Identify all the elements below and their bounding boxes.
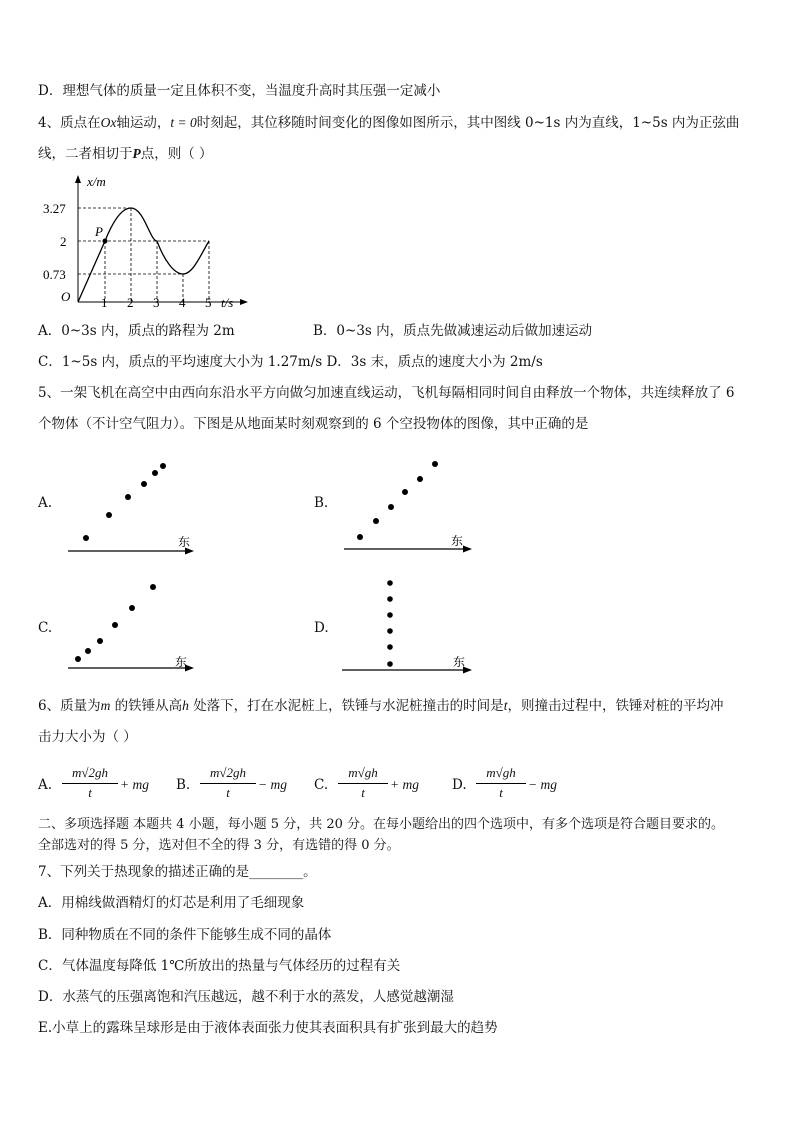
q5-option-c-label: C. (38, 620, 53, 636)
point-p-marker (103, 239, 108, 244)
numerator: m√gh (476, 763, 526, 784)
object-1 (75, 656, 81, 662)
object-6 (160, 463, 166, 469)
object-3 (387, 612, 393, 618)
graph-ylabel: x/m (87, 174, 106, 189)
east-label: 东 (451, 534, 464, 548)
q5-option-c-figure (60, 575, 200, 675)
q6-option-c-label: C. (314, 777, 329, 793)
q5-option-a-figure (60, 455, 200, 555)
graph-point-p: P (95, 224, 103, 239)
q6-option-a-fraction (62, 763, 118, 802)
q5-option-b-figure (338, 455, 478, 555)
q7-option-c: C．气体温度每降低 1℃所放出的热量与气体经历的过程有关 (38, 958, 401, 974)
q4-option-cd: C．1~5s 内，质点的平均速度大小为 1.27m/s D．3s 末，质点的速度大小为 2m/s (38, 354, 543, 370)
q6-option-c-fraction (338, 763, 388, 802)
q6-option-b-label: B. (176, 777, 191, 793)
section2-heading-line2: 全部选对的得 5 分，选对但不全的得 3 分，有选错的得 0 分。 (38, 838, 400, 853)
q5-option-d-figure (338, 575, 478, 675)
q4-option-a: A．0~3s 内，质点的路程为 2m (38, 323, 235, 339)
q4-stem-line1: 4、质点在Ox轴运动，t = 0时刻起，其位移随时间变化的图像如图所示，其中图线 0~1s 内为直线，1~5s 内为正弦曲 (38, 115, 740, 131)
q4-displacement-graph (40, 170, 260, 315)
q6-option-a-tail: + mg (120, 777, 149, 792)
q6-option-d-tail: − mg (528, 777, 557, 792)
object-2 (373, 518, 379, 524)
xtick-3: 3 (153, 295, 160, 310)
numerator: m√2gh (62, 763, 118, 784)
ytick-2: 2 (60, 234, 67, 249)
east-label: 东 (178, 535, 191, 549)
graph-xlabel: t/s (221, 295, 234, 310)
object-1 (83, 535, 89, 541)
q5-stem-line2: 个物体（不计空气阻力）。下图是从地面某时刻观察到的 6 个空投物体的图像，其中正确的是 (38, 416, 589, 432)
xtick-4: 4 (179, 295, 186, 310)
q5-option-d-label: D. (314, 620, 329, 636)
denominator: t (361, 785, 365, 800)
q6-option-b-fraction (200, 763, 256, 802)
q6-stem-line2: 击力大小为（ ） (38, 729, 137, 745)
q3-option-d: D．理想气体的质量一定且体积不变，当温度升高时其压强一定减小 (38, 83, 441, 99)
object-5 (417, 476, 423, 482)
q4-stem-line2: 线，二者相切于P点，则（ ） (38, 146, 213, 162)
q5-option-a-label: A. (38, 495, 53, 511)
q6-stem-line1: 6、质量为m 的铁锤从高h 处落下，打在水泥桩上，铁锤与水泥桩撞击的时间是t，则撞击过程中，铁锤对桩的平均冲 (38, 698, 724, 714)
xtick-2: 2 (127, 295, 134, 310)
q5-stem-line1: 5、一架飞机在高空中由西向东沿水平方向做匀加速直线运动，飞机每隔相同时间自由释放一个物体，共连续释放了 6 (38, 385, 735, 401)
x-axis-arrow (240, 299, 248, 305)
xtick-5: 5 (205, 295, 212, 310)
object-5 (129, 605, 135, 611)
q7-option-a: A．用棉线做酒精灯的灯芯是利用了毛细现象 (38, 895, 305, 911)
q4-option-b: B．0~3s 内，质点先做减速运动后做加速运动 (313, 323, 593, 339)
q5-option-b-label: B. (314, 495, 329, 511)
object-1 (387, 580, 393, 586)
east-arrow (463, 546, 472, 553)
object-2 (85, 648, 91, 654)
numerator: m√2gh (200, 763, 256, 784)
q6-option-d-label: D. (452, 777, 467, 793)
object-5 (387, 644, 393, 650)
section2-heading-line1: 二、多项选择题 本题共 4 小题，每小题 5 分，共 20 分。在每小题给出的四个选项中，有多个选项是符合题目要求的。 (38, 817, 725, 832)
xtick-1: 1 (101, 295, 108, 310)
object-4 (112, 622, 118, 628)
numerator: m√gh (338, 763, 388, 784)
object-3 (125, 494, 131, 500)
object-4 (387, 628, 393, 634)
q6-option-d-fraction (476, 763, 526, 802)
denominator: t (499, 785, 503, 800)
q6-option-c-tail: + mg (390, 777, 419, 792)
object-4 (141, 481, 147, 487)
east-label: 东 (175, 655, 188, 669)
object-6 (432, 461, 438, 467)
object-5 (152, 470, 158, 476)
object-3 (97, 638, 103, 644)
object-6 (387, 661, 393, 667)
object-2 (387, 596, 393, 602)
object-1 (357, 534, 363, 540)
q6-option-a-label: A. (38, 777, 53, 793)
displacement-curve (78, 208, 209, 302)
q7-option-b: B．同种物质在不同的条件下能够生成不同的晶体 (38, 927, 332, 943)
object-2 (106, 512, 112, 518)
denominator: t (226, 785, 230, 800)
object-6 (150, 584, 156, 590)
q7-stem: 7、下列关于热现象的描述正确的是________。 (38, 864, 317, 880)
object-4 (402, 489, 408, 495)
q6-option-b-tail: − mg (258, 777, 287, 792)
graph-origin: O (61, 289, 71, 304)
ytick-0.73: 0.73 (43, 267, 66, 282)
denominator: t (88, 785, 92, 800)
q7-option-e: E.小草上的露珠呈球形是由于液体表面张力使其表面积具有扩张到最大的趋势 (38, 1020, 498, 1036)
q7-option-d: D．水蒸气的压强离饱和汽压越远，越不利于水的蒸发，人感觉越潮湿 (38, 989, 454, 1005)
east-label: 东 (453, 655, 466, 669)
y-axis-arrow (75, 175, 81, 183)
object-3 (388, 504, 394, 510)
ytick-3.27: 3.27 (43, 201, 66, 216)
